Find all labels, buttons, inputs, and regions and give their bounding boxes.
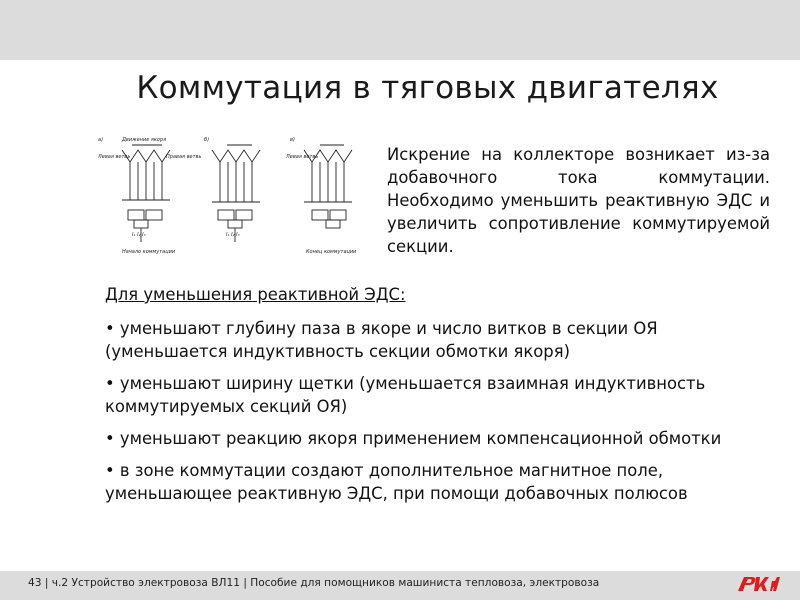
slide-title: Коммутация в тяговых двигателях xyxy=(136,70,719,106)
commutation-diagram xyxy=(92,130,372,260)
end-caption: Конец коммутации xyxy=(306,249,357,255)
panel-b xyxy=(212,145,260,242)
left-branch-label-c: Левая ветвь xyxy=(286,154,319,160)
list-item: • уменьшают ширину щетки (уменьшается взаимная индуктивность коммутируемых секций ОЯ) xyxy=(105,374,706,416)
page-number: 43 xyxy=(28,577,42,589)
list-item: • уменьшают глубину паза в якоре и число витков в секции ОЯ (уменьшается индуктивность секции обмотки якоря) xyxy=(105,319,658,361)
start-caption: Начало коммутации xyxy=(122,249,176,255)
footer-caption: | ч.2 Устройство электровоза ВЛ11 | Пособие для помощников машиниста тепловоза, электровоза xyxy=(44,577,600,589)
list-item: • в зоне коммутации создают дополнительное магнитное поле, уменьшающее реактивную ЭДС, при помощи добавочных полюсов xyxy=(105,461,688,503)
right-branch-label: Правая ветвь xyxy=(166,154,202,160)
panel-c-label: в) xyxy=(290,137,295,143)
current-label-a: I₁ I₂ I₃ xyxy=(132,232,146,238)
explanation-text: Искрение на коллекторе возникает из-за добавочного тока коммутации. Необходимо уменьшить реактивную ЭДС и увеличить сопротивление коммутируемой секции. xyxy=(387,145,770,256)
measures-list xyxy=(105,283,785,514)
footer-text xyxy=(28,577,599,589)
current-label-b: I₁ I₂ I₃ xyxy=(226,232,240,238)
list-item: • уменьшают реакцию якоря применением компенсационной обмотки xyxy=(105,429,722,448)
left-branch-label: Левая ветвь xyxy=(98,154,131,160)
panel-b-label: б) xyxy=(204,137,210,143)
motion-label: Движение якоря xyxy=(122,137,167,143)
top-bar xyxy=(0,0,800,60)
rzd-logo-icon xyxy=(735,573,781,595)
panel-a-label: а) xyxy=(98,137,104,143)
list-heading: Для уменьшения реактивной ЭДС: xyxy=(105,285,406,304)
